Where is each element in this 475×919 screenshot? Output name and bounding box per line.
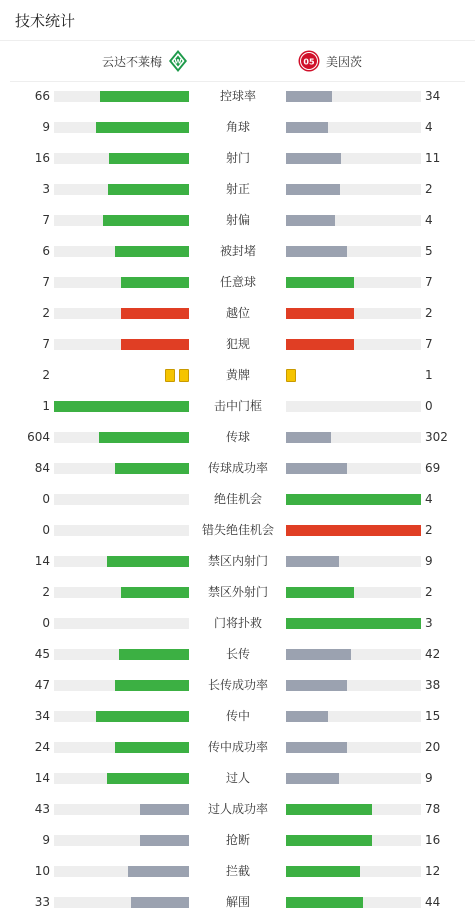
away-bar-track <box>286 649 421 660</box>
home-value: 0 <box>42 492 50 506</box>
stat-row <box>0 515 475 546</box>
home-bar-track <box>54 804 189 815</box>
away-value: 4 <box>425 120 433 134</box>
away-bar-track <box>286 525 421 536</box>
away-bar-fill <box>286 804 372 815</box>
home-value: 14 <box>34 554 50 568</box>
home-value: 10 <box>34 864 50 878</box>
away-team <box>292 41 362 81</box>
home-value: 2 <box>42 306 50 320</box>
home-bar-track <box>54 618 189 629</box>
away-value: 0 <box>425 399 433 413</box>
away-bar-fill <box>286 91 332 102</box>
stat-label: 被封堵 <box>219 244 256 258</box>
away-bar-fill <box>286 215 335 226</box>
stat-row <box>0 856 475 887</box>
home-value: 34 <box>34 709 50 723</box>
stat-label: 黄牌 <box>225 368 250 382</box>
home-value: 2 <box>42 585 50 599</box>
home-bar-fill <box>140 804 189 815</box>
away-bar-track <box>286 742 421 753</box>
stat-row <box>0 391 475 422</box>
home-value: 47 <box>34 678 50 692</box>
home-bar-track <box>54 835 189 846</box>
home-bar-track <box>54 525 189 536</box>
home-bar-track <box>54 494 189 505</box>
away-value: 2 <box>425 523 433 537</box>
stat-label: 越位 <box>225 306 250 320</box>
stat-row <box>0 825 475 856</box>
away-bar-track <box>286 184 421 195</box>
away-value: 5 <box>425 244 433 258</box>
stat-label: 传球 <box>225 430 250 444</box>
stat-row <box>0 794 475 825</box>
stat-label: 射门 <box>225 151 250 165</box>
svg-text:05: 05 <box>303 57 315 67</box>
home-value: 16 <box>34 151 50 165</box>
home-value: 7 <box>42 337 50 351</box>
away-value: 16 <box>425 833 441 847</box>
stat-label: 任意球 <box>219 275 256 289</box>
away-value: 20 <box>425 740 441 754</box>
away-bar-track <box>286 308 421 319</box>
home-value: 6 <box>42 244 50 258</box>
stat-row <box>0 546 475 577</box>
stat-row <box>0 732 475 763</box>
away-bar-fill <box>286 463 347 474</box>
stat-label: 长传 <box>225 647 250 661</box>
home-bar-track <box>54 742 189 753</box>
stat-row <box>0 887 475 918</box>
stat-row <box>0 639 475 670</box>
away-bar-fill <box>286 649 351 660</box>
away-value: 44 <box>425 895 441 909</box>
stat-label: 角球 <box>225 120 250 134</box>
stat-row <box>0 298 475 329</box>
away-value: 11 <box>425 151 441 165</box>
stat-label: 传球成功率 <box>207 461 268 475</box>
home-bar-track <box>54 897 189 908</box>
away-bar-fill <box>286 897 363 908</box>
stat-label: 射正 <box>225 182 250 196</box>
away-value: 34 <box>425 89 441 103</box>
home-bar-track <box>54 587 189 598</box>
away-value: 38 <box>425 678 441 692</box>
away-bar-track <box>286 587 421 598</box>
home-value: 33 <box>34 895 50 909</box>
away-value: 4 <box>425 492 433 506</box>
home-value: 66 <box>34 89 50 103</box>
home-value: 9 <box>42 120 50 134</box>
stat-label: 犯规 <box>225 337 250 351</box>
home-bar-track <box>54 277 189 288</box>
stat-label: 传中成功率 <box>207 740 268 754</box>
home-bar-fill <box>108 184 189 195</box>
stat-label: 禁区外射门 <box>207 585 268 599</box>
home-value: 45 <box>34 647 50 661</box>
home-value: 14 <box>34 771 50 785</box>
home-team <box>102 41 194 81</box>
home-bar-track <box>54 401 189 412</box>
home-team-name: 云达不莱梅 <box>102 54 163 69</box>
home-bar-fill <box>115 463 189 474</box>
away-value: 9 <box>425 771 433 785</box>
away-bar-fill <box>286 556 339 567</box>
away-bar-track <box>286 246 421 257</box>
away-value: 78 <box>425 802 441 816</box>
away-value: 2 <box>425 182 433 196</box>
away-value: 2 <box>425 585 433 599</box>
away-bar-fill <box>286 277 354 288</box>
away-bar-track <box>286 91 421 102</box>
stat-row <box>0 112 475 143</box>
stat-row <box>0 763 475 794</box>
home-bar-fill <box>121 339 189 350</box>
stat-row <box>0 329 475 360</box>
home-bar-track <box>54 711 189 722</box>
away-value: 69 <box>425 461 441 475</box>
away-bar-track <box>286 835 421 846</box>
mainz-crest-icon <box>298 50 320 72</box>
away-yellow-cards <box>286 369 296 382</box>
page-title: 技术统计 <box>15 12 76 30</box>
away-bar-fill <box>286 308 354 319</box>
home-bar-track <box>54 432 189 443</box>
away-value: 302 <box>425 430 448 444</box>
away-value: 3 <box>425 616 433 630</box>
home-bar-track <box>54 215 189 226</box>
stat-row <box>0 236 475 267</box>
teams-header <box>10 41 465 82</box>
away-bar-fill <box>286 866 360 877</box>
away-value: 7 <box>425 337 433 351</box>
away-bar-track <box>286 556 421 567</box>
home-value: 43 <box>34 802 50 816</box>
home-bar-track <box>54 122 189 133</box>
stat-row <box>0 422 475 453</box>
stat-label: 击中门框 <box>213 399 262 413</box>
home-value: 84 <box>34 461 50 475</box>
stat-label: 过人 <box>225 771 250 785</box>
home-bar-fill <box>99 432 189 443</box>
away-bar-track <box>286 494 421 505</box>
stat-row <box>0 143 475 174</box>
home-bar-track <box>54 866 189 877</box>
home-bar-track <box>54 153 189 164</box>
home-bar-fill <box>96 711 189 722</box>
home-value: 3 <box>42 182 50 196</box>
away-value: 4 <box>425 213 433 227</box>
home-value: 24 <box>34 740 50 754</box>
home-bar-track <box>54 184 189 195</box>
away-bar-fill <box>286 711 328 722</box>
home-value: 1 <box>42 399 50 413</box>
stat-label: 控球率 <box>219 89 256 103</box>
away-value: 2 <box>425 306 433 320</box>
away-bar-track <box>286 122 421 133</box>
home-bar-fill <box>121 587 189 598</box>
stat-label: 绝佳机会 <box>213 492 262 506</box>
home-bar-track <box>54 463 189 474</box>
stat-label: 门将扑救 <box>213 616 262 630</box>
away-bar-track <box>286 897 421 908</box>
home-bar-fill <box>115 246 189 257</box>
stat-row <box>0 174 475 205</box>
home-bar-track <box>54 556 189 567</box>
away-bar-track <box>286 618 421 629</box>
stat-row <box>0 81 475 112</box>
away-bar-fill <box>286 525 421 536</box>
away-bar-fill <box>286 122 328 133</box>
home-bar-track <box>54 91 189 102</box>
away-value: 9 <box>425 554 433 568</box>
home-value: 7 <box>42 213 50 227</box>
stat-row <box>0 360 475 391</box>
svg-text:W: W <box>174 57 182 66</box>
home-bar-fill <box>115 680 189 691</box>
away-bar-track <box>286 711 421 722</box>
stat-row <box>0 484 475 515</box>
away-value: 12 <box>425 864 441 878</box>
away-bar-fill <box>286 339 354 350</box>
stat-row <box>0 608 475 639</box>
stat-row <box>0 267 475 298</box>
stat-label: 长传成功率 <box>207 678 268 692</box>
stat-row <box>0 453 475 484</box>
yellow-card-icon <box>286 369 296 382</box>
home-value: 604 <box>27 430 50 444</box>
away-value: 42 <box>425 647 441 661</box>
away-bar-track <box>286 401 421 412</box>
home-bar-fill <box>96 122 189 133</box>
home-bar-fill <box>109 153 189 164</box>
away-bar-fill <box>286 587 354 598</box>
home-value: 0 <box>42 523 50 537</box>
home-bar-track <box>54 680 189 691</box>
home-bar-track <box>54 308 189 319</box>
away-bar-fill <box>286 742 347 753</box>
stat-label: 错失绝佳机会 <box>201 523 274 537</box>
away-bar-fill <box>286 153 341 164</box>
home-value: 7 <box>42 275 50 289</box>
home-bar-track <box>54 339 189 350</box>
home-bar-fill <box>128 866 189 877</box>
home-bar-fill <box>107 773 189 784</box>
away-bar-track <box>286 463 421 474</box>
away-bar-fill <box>286 773 339 784</box>
away-bar-fill <box>286 494 421 505</box>
home-value: 9 <box>42 833 50 847</box>
stat-row <box>0 577 475 608</box>
yellow-card-icon <box>179 369 189 382</box>
stat-label: 射偏 <box>225 213 250 227</box>
away-bar-track <box>286 773 421 784</box>
home-bar-fill <box>140 835 189 846</box>
home-bar-track <box>54 649 189 660</box>
home-yellow-cards <box>165 369 189 382</box>
stat-label: 抢断 <box>225 833 250 847</box>
away-bar-track <box>286 432 421 443</box>
home-value: 2 <box>42 368 50 382</box>
away-bar-track <box>286 215 421 226</box>
yellow-card-icon <box>165 369 175 382</box>
away-bar-fill <box>286 680 347 691</box>
home-bar-fill <box>103 215 189 226</box>
home-bar-fill <box>100 91 189 102</box>
away-bar-track <box>286 339 421 350</box>
away-value: 15 <box>425 709 441 723</box>
home-bar-fill <box>107 556 189 567</box>
stat-label: 解围 <box>225 895 250 909</box>
away-bar-fill <box>286 246 347 257</box>
werder-bremen-crest-icon <box>168 49 188 73</box>
home-bar-track <box>54 773 189 784</box>
home-bar-fill <box>115 742 189 753</box>
away-bar-track <box>286 866 421 877</box>
away-bar-fill <box>286 618 421 629</box>
away-bar-fill <box>286 184 340 195</box>
away-bar-track <box>286 680 421 691</box>
stat-row <box>0 701 475 732</box>
stat-label: 传中 <box>225 709 250 723</box>
home-bar-track <box>54 246 189 257</box>
home-bar-fill <box>121 277 189 288</box>
away-bar-fill <box>286 835 372 846</box>
away-bar-track <box>286 153 421 164</box>
stat-row <box>0 205 475 236</box>
away-bar-fill <box>286 432 331 443</box>
stat-label: 禁区内射门 <box>207 554 268 568</box>
away-value: 7 <box>425 275 433 289</box>
away-team-name: 美因茨 <box>326 54 363 69</box>
away-bar-track <box>286 277 421 288</box>
home-value: 0 <box>42 616 50 630</box>
stat-row <box>0 670 475 701</box>
stat-label: 拦截 <box>225 864 250 878</box>
away-value: 1 <box>425 368 433 382</box>
home-bar-fill <box>121 308 189 319</box>
home-bar-fill <box>119 649 189 660</box>
home-bar-fill <box>54 401 189 412</box>
away-bar-track <box>286 804 421 815</box>
stat-label: 过人成功率 <box>207 802 268 816</box>
home-bar-fill <box>131 897 189 908</box>
